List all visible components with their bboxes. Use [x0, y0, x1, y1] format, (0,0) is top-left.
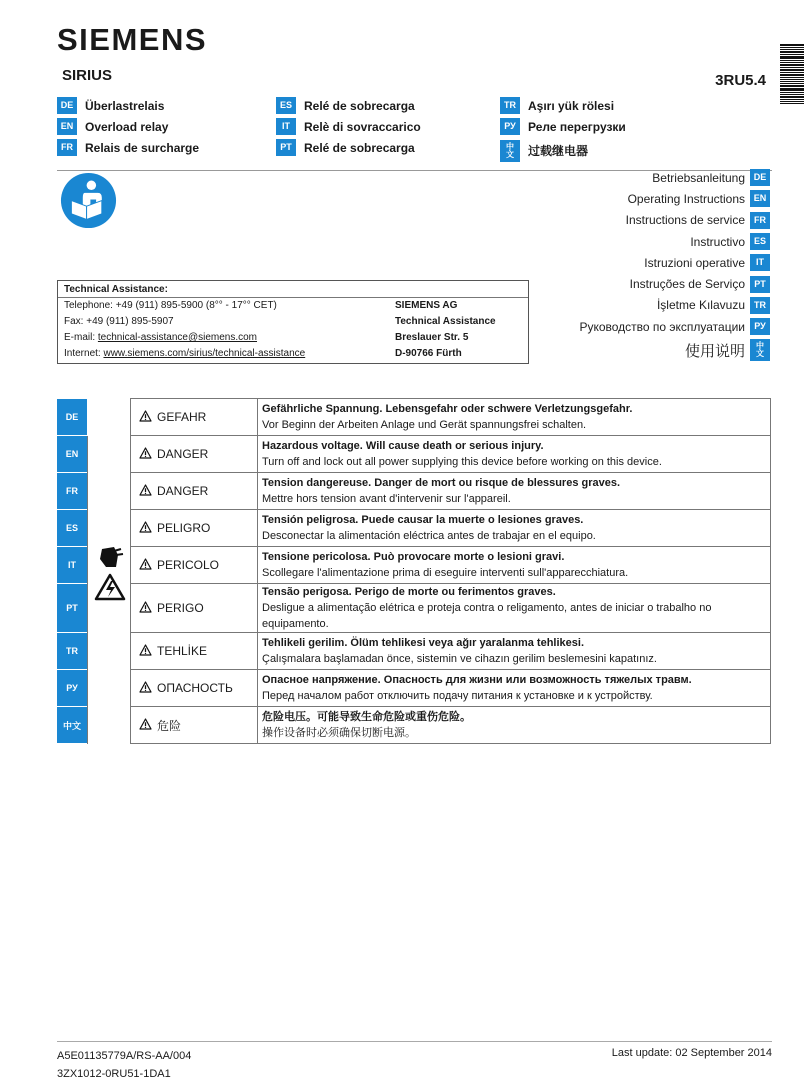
signal-word: PERIGO	[157, 601, 204, 616]
barcode-bar	[780, 94, 804, 95]
manual-title: 使用说明	[684, 342, 745, 360]
lang-badge: РУ	[500, 118, 520, 135]
hazard-instruction: Desconectar la alimentación eléctrica antes de trabajar en el equipo.	[262, 530, 596, 542]
ta-heading: Technical Assistance:	[64, 284, 168, 295]
hazard-description	[258, 547, 771, 584]
lang-badge: FR	[57, 139, 77, 156]
ta-internet-row	[64, 348, 305, 359]
lang-badge: FR	[57, 473, 88, 510]
barcode-bar	[780, 74, 804, 76]
product-title: Aşırı yük rölesi	[528, 98, 615, 113]
lang-badge: PT	[276, 139, 296, 156]
barcode-bar	[780, 56, 804, 59]
hazard-description	[258, 707, 771, 744]
manual-title: Operating Instructions	[627, 191, 745, 206]
hazard-row	[57, 584, 771, 633]
footer-left	[57, 1047, 191, 1083]
lang-badge: EN	[750, 190, 770, 207]
footer-divider	[57, 1041, 772, 1042]
barcode-bar	[780, 54, 804, 55]
lang-badge: IT	[276, 118, 296, 135]
manual-title: Instructivo	[690, 234, 745, 249]
signal-word: GEFAHR	[157, 410, 207, 425]
ta-internet-link[interactable]: www.siemens.com/sirius/technical-assistance	[103, 348, 306, 359]
ta-divider	[58, 297, 528, 298]
lang-badge: DE	[57, 97, 77, 114]
barcode-bar	[780, 69, 804, 71]
barcode-bar	[780, 88, 804, 91]
barcode-bar	[780, 79, 804, 80]
hazard-row	[57, 399, 771, 436]
hazard-instruction: Scollegare l'alimentazione prima di eseguire interventi sull'apparecchiatura.	[262, 567, 629, 579]
barcode-bar	[780, 62, 804, 63]
hazard-description	[258, 473, 771, 510]
product-title: Relè di sovraccarico	[304, 119, 421, 134]
manual-title: Betriebsanleitung	[652, 170, 745, 185]
barcode-bar	[780, 64, 804, 66]
barcode-bar	[780, 99, 804, 100]
signal-word-cell	[131, 707, 258, 744]
hazard-row	[57, 633, 771, 670]
warning-triangle-icon	[139, 410, 152, 425]
ta-dept: Technical Assistance	[395, 316, 496, 327]
last-update: Last update: 02 September 2014	[611, 1047, 772, 1059]
product-title: Relé de sobrecarga	[304, 140, 415, 155]
lang-badge: TR	[57, 633, 88, 670]
barcode-bar	[780, 67, 804, 68]
hazard-row	[57, 547, 771, 584]
warning-triangle-icon	[139, 484, 152, 499]
doc-number: A5E01135779A/RS-AA/004	[57, 1050, 192, 1062]
lang-badge: 中 文	[750, 339, 770, 361]
order-number: 3ZX1012-0RU51-1DA1	[57, 1068, 171, 1080]
hazard-description	[258, 510, 771, 547]
hazard-row	[57, 670, 771, 707]
product-family: SIRIUS	[62, 67, 113, 84]
lang-badge: PT	[57, 584, 88, 633]
barcode-bar	[780, 77, 804, 78]
hazard-row	[57, 436, 771, 473]
hazard-statement: Tensão perigosa. Perigo de morte ou ferimentos graves.	[262, 586, 556, 598]
ta-fax: Fax: +49 (911) 895-5907	[64, 316, 174, 327]
electric-shock-icon	[96, 575, 124, 599]
ta-street: Breslauer Str. 5	[395, 332, 469, 343]
hazard-row	[57, 707, 771, 744]
hazard-instruction: Çalışmalara başlamadan önce, sistemin ve cihazın gerilim beslemesini kapatınız.	[262, 653, 657, 665]
hazard-instruction: Mettre hors tension avant d'intervenir sur l'appareil.	[262, 493, 511, 505]
hazard-description	[258, 436, 771, 473]
barcode-bar	[780, 60, 804, 61]
barcode-bar	[780, 92, 804, 93]
model-number: 3RU5.4	[715, 72, 766, 89]
lang-badge: PT	[750, 276, 770, 293]
hazard-instruction: 操作设备时必须确保切断电源。	[262, 727, 416, 739]
hazard-table	[57, 398, 771, 744]
hazard-statement: Tehlikeli gerilim. Ölüm tehlikesi veya ağır yaralanma tehlikesi.	[262, 637, 584, 649]
lang-badge: 中 文	[500, 140, 520, 162]
hazard-statement: Опасное напряжение. Опасность для жизни или возможность тяжелых травм.	[262, 674, 692, 686]
manual-title: İşletme Kılavuzu	[656, 298, 745, 313]
signal-word: PERICOLO	[157, 558, 220, 573]
signal-word-cell	[131, 584, 258, 633]
hazard-statement: 危险电压。可能导致生命危险或重伤危险。	[262, 711, 471, 723]
lang-badge: ES	[750, 233, 770, 250]
ta-email-row	[64, 332, 257, 343]
signal-word: TEHLİKE	[157, 644, 208, 659]
hazard-statement: Hazardous voltage. Will cause death or serious injury.	[262, 440, 544, 452]
ta-city: D-90766 Fürth	[395, 348, 462, 359]
product-title: Relais de surcharge	[85, 140, 200, 155]
barcode-bar	[780, 51, 804, 53]
title-column-2	[276, 95, 491, 158]
hazard-row	[57, 510, 771, 547]
hazard-description	[258, 633, 771, 670]
hazard-description	[258, 399, 771, 436]
hazard-statement: Gefährliche Spannung. Lebensgefahr oder schwere Verletzungsgefahr.	[262, 403, 633, 415]
manual-language-list	[510, 167, 770, 363]
ta-email-label: E-mail:	[64, 332, 98, 343]
signal-word: 危险	[157, 718, 182, 733]
hazard-statement: Tensione pericolosa. Può provocare morte o lesioni gravi.	[262, 551, 565, 563]
hazard-pictograms	[94, 545, 126, 601]
lang-badge: FR	[750, 212, 770, 229]
lang-badge: TR	[750, 297, 770, 314]
warning-triangle-icon	[139, 681, 152, 696]
lang-badge: 中文	[57, 707, 88, 744]
lang-badge: РУ	[750, 318, 770, 335]
manual-title: Instruções de Serviço	[629, 277, 745, 292]
signal-word-cell	[131, 473, 258, 510]
barcode-bar	[780, 85, 804, 87]
manual-title: Руководство по эксплуатации	[579, 319, 745, 334]
lang-badge: DE	[750, 169, 770, 186]
technical-assistance-box	[57, 280, 529, 364]
signal-word-cell	[131, 633, 258, 670]
ta-telephone: Telephone: +49 (911) 895-5900 (8°° - 17°° CET)	[64, 300, 277, 311]
barcode-bar	[780, 44, 804, 46]
lang-badge: DE	[57, 399, 88, 436]
lang-badge: ES	[276, 97, 296, 114]
warning-triangle-icon	[139, 644, 152, 659]
signal-word: DANGER	[157, 447, 209, 462]
hazard-description	[258, 584, 771, 633]
lang-badge: EN	[57, 118, 77, 135]
barcode-bar	[780, 72, 804, 73]
signal-word-cell	[131, 510, 258, 547]
hazard-row	[57, 473, 771, 510]
barcode-icon	[780, 44, 804, 189]
signal-word: ОПАСНОСТЬ	[157, 681, 233, 696]
signal-word-cell	[131, 547, 258, 584]
ta-company: SIEMENS AG	[395, 300, 458, 311]
lang-badge: IT	[57, 547, 88, 584]
ta-email-link[interactable]: technical-assistance@siemens.com	[97, 332, 258, 343]
signal-word-cell	[131, 399, 258, 436]
hazard-instruction: Перед началом работ отключить подачу питания к установке и к устройству.	[262, 690, 653, 702]
signal-word: PELIGRO	[157, 521, 211, 536]
hazard-statement: Tension dangereuse. Danger de mort ou risque de blessures graves.	[262, 477, 621, 489]
product-title: Overload relay	[85, 119, 169, 134]
hazard-statement: Tensión peligrosa. Puede causar la muerte o lesiones graves.	[262, 514, 584, 526]
signal-word-cell	[131, 436, 258, 473]
hazard-instruction: Desligue a alimentação elétrica e proteja contra o religamento, antes de iniciar o trabalho no equipamento.	[262, 602, 712, 630]
read-manual-icon	[60, 172, 117, 229]
product-title: Реле перегрузки	[528, 119, 626, 134]
siemens-logo: SIEMENS	[57, 22, 208, 57]
warning-triangle-icon	[139, 521, 152, 536]
lang-badge: TR	[500, 97, 520, 114]
product-title: Überlastrelais	[85, 98, 165, 113]
lang-badge: РУ	[57, 670, 88, 707]
hazard-description	[258, 670, 771, 707]
product-title: Relé de sobrecarga	[304, 98, 415, 113]
barcode-bar	[780, 101, 804, 102]
product-title: 过载继电器	[528, 144, 589, 158]
warning-triangle-icon	[139, 601, 152, 616]
title-column-3	[500, 95, 715, 164]
signal-word-cell	[131, 670, 258, 707]
hazard-instruction: Turn off and lock out all power supplying this device before working on this device.	[262, 456, 662, 468]
signal-word: DANGER	[157, 484, 209, 499]
hand-hazard-icon	[100, 547, 123, 567]
barcode-bar	[780, 103, 804, 104]
warning-triangle-icon	[139, 447, 152, 462]
manual-title: Istruzioni operative	[644, 255, 745, 270]
lang-badge: IT	[750, 254, 770, 271]
warning-triangle-icon	[139, 558, 152, 573]
barcode-bar	[780, 47, 804, 48]
barcode-bar	[780, 49, 804, 50]
manual-title: Instructions de service	[625, 213, 745, 228]
lang-badge: EN	[57, 436, 88, 473]
barcode-bar	[780, 83, 804, 84]
hazard-instruction: Vor Beginn der Arbeiten Anlage und Gerät spannungsfrei schalten.	[262, 419, 587, 431]
title-column-1	[57, 95, 272, 158]
lang-badge: ES	[57, 510, 88, 547]
ta-internet-label: Internet:	[64, 348, 104, 359]
warning-triangle-icon	[139, 718, 152, 733]
barcode-bar	[780, 96, 804, 98]
barcode-bar	[780, 81, 804, 82]
